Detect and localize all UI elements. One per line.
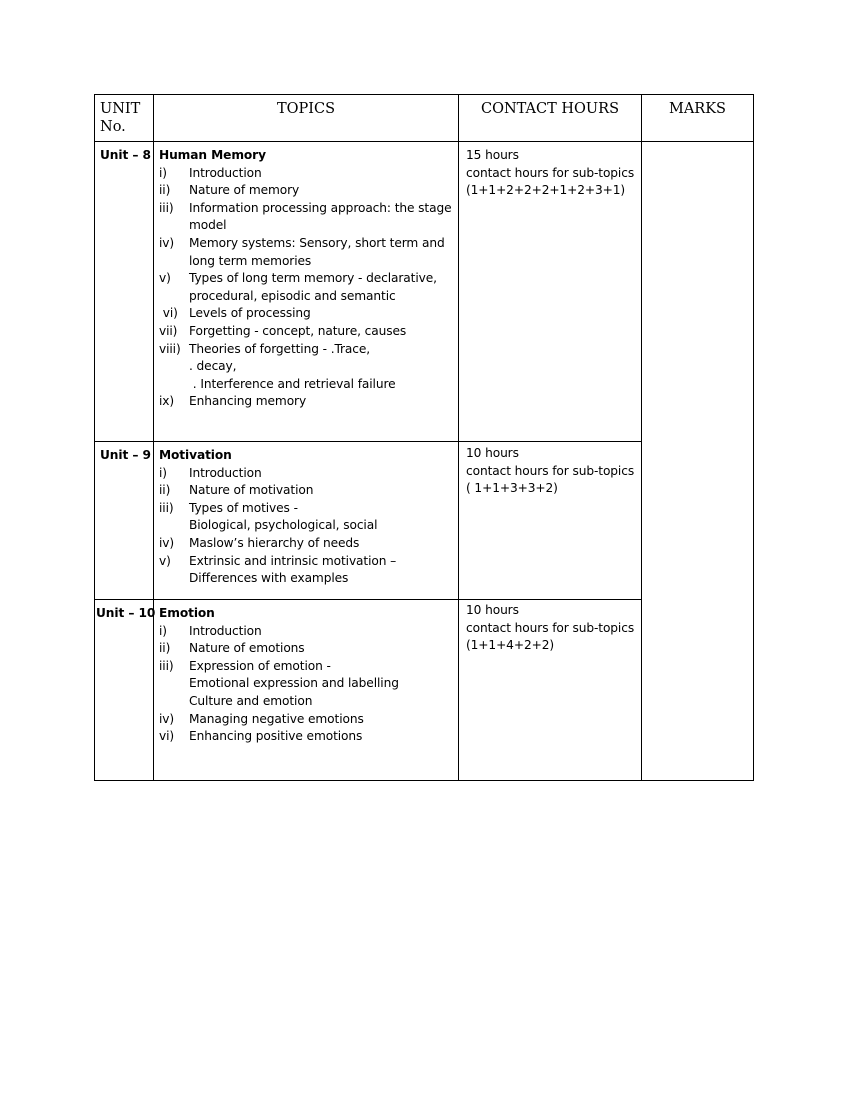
list-number: iv) [159, 535, 175, 550]
list-text: Memory systems: Sensory, short term and [189, 235, 445, 250]
list-item [159, 182, 300, 200]
table-border-left [94, 94, 95, 781]
hours-total: 10 hours [466, 603, 519, 617]
list-item [159, 500, 298, 518]
table-border-top [94, 94, 754, 95]
list-text: Introduction [189, 465, 262, 480]
list-number: i) [159, 623, 167, 638]
hours-breakdown: ( 1+1+3+3+2) [466, 481, 558, 496]
unit-title: Motivation [159, 448, 232, 462]
list-text: Introduction [189, 623, 262, 638]
list-text: Managing negative emotions [189, 711, 364, 726]
list-text: Differences with examples [189, 571, 349, 586]
unit-label: Unit – 10 [96, 606, 156, 620]
list-number: ii) [159, 183, 171, 198]
list-item [159, 517, 378, 535]
hours-note: contact hours for sub-topics [466, 463, 635, 478]
list-item [159, 482, 314, 500]
list-number: ii) [159, 483, 171, 498]
list-number: v) [159, 271, 171, 286]
header-unit-line1: UNIT [100, 101, 141, 117]
hours-total: 10 hours [466, 446, 519, 460]
row-divider-1 [94, 441, 642, 442]
header-contact-hours: CONTACT HOURS [481, 101, 619, 117]
list-number: iv) [159, 235, 175, 250]
hours-cell [466, 602, 634, 655]
unit-label: Unit – 9 [100, 448, 151, 462]
list-item [159, 341, 371, 359]
list-text: Biological, psychological, social [189, 518, 378, 533]
list-text: . decay, [189, 359, 237, 374]
list-text: Nature of memory [189, 183, 300, 198]
list-item [159, 323, 407, 341]
list-item [159, 623, 262, 641]
list-text: long term memories [189, 253, 312, 268]
hours-total: 15 hours [466, 148, 519, 162]
list-item [159, 253, 312, 271]
list-number: viii) [159, 341, 181, 356]
list-text: Types of motives - [189, 500, 298, 515]
list-item [159, 728, 363, 746]
list-number: iii) [159, 500, 174, 515]
list-text: model [189, 218, 227, 233]
list-text: Enhancing positive emotions [189, 729, 363, 744]
list-item [159, 376, 396, 394]
list-text: Nature of emotions [189, 641, 305, 656]
list-number: iii) [159, 658, 174, 673]
list-number: ix) [159, 394, 175, 409]
list-text: Nature of motivation [189, 483, 314, 498]
unit-title: Emotion [159, 606, 215, 620]
table-border-bottom [94, 780, 754, 781]
hours-note: contact hours for sub-topics [466, 165, 635, 180]
list-item [159, 165, 266, 183]
list-item [159, 570, 349, 588]
list-number: vi) [159, 729, 175, 744]
list-text: Expression of emotion - [189, 658, 331, 673]
hours-breakdown: (1+1+2+2+2+1+2+3+1) [466, 183, 626, 198]
topics-cell [159, 147, 452, 411]
row-divider-2 [94, 599, 642, 600]
list-text: Extrinsic and intrinsic motivation – [189, 553, 397, 568]
list-item [159, 658, 331, 676]
hours-breakdown: (1+1+4+2+2) [466, 638, 555, 653]
list-text: Enhancing memory [189, 394, 307, 409]
col-divider-hours [641, 94, 642, 781]
list-text: Emotional expression and labelling [189, 676, 399, 691]
list-item [159, 358, 266, 376]
list-number: iv) [159, 711, 175, 726]
list-item [159, 553, 397, 571]
list-item [159, 217, 266, 235]
list-text: Levels of processing [189, 306, 311, 321]
list-item [159, 693, 313, 711]
list-number: vi) [159, 306, 178, 321]
list-text: . Interference and retrieval failure [189, 376, 396, 391]
list-number: vii) [159, 323, 178, 338]
list-item [159, 288, 396, 306]
hours-note: contact hours for sub-topics [466, 620, 635, 635]
list-text: Theories of forgetting - .Trace, [189, 341, 371, 356]
list-item [159, 535, 360, 553]
list-number: i) [159, 465, 167, 480]
list-item [159, 640, 305, 658]
unit-title: Human Memory [159, 148, 266, 162]
list-item [159, 305, 311, 323]
list-text: Information processing approach: the stage [189, 200, 452, 215]
list-item [159, 393, 307, 411]
hours-cell [466, 445, 634, 498]
list-item [159, 200, 452, 218]
topics-cell [159, 605, 399, 746]
list-text: procedural, episodic and semantic [189, 288, 396, 303]
header-topics: TOPICS [276, 101, 336, 117]
list-number: iii) [159, 200, 174, 215]
list-item [159, 235, 445, 253]
list-text: Culture and emotion [189, 693, 313, 708]
col-divider-topics [458, 94, 459, 781]
header-unit-line2: No. [100, 119, 126, 135]
list-text: Introduction [189, 165, 262, 180]
header-marks: MARKS [668, 101, 726, 117]
list-text: Types of long term memory - declarative, [189, 271, 437, 286]
table-border-right [753, 94, 754, 781]
list-item [159, 465, 262, 483]
list-number: i) [159, 165, 167, 180]
col-divider-unit [153, 94, 154, 781]
list-number: v) [159, 553, 171, 568]
list-item [159, 675, 399, 693]
list-text: Forgetting - concept, nature, causes [189, 323, 407, 338]
list-number: ii) [159, 641, 171, 656]
hours-cell [466, 147, 634, 200]
header-unit [100, 100, 140, 136]
topics-cell [159, 447, 397, 588]
list-item [159, 711, 364, 729]
list-item [159, 270, 437, 288]
unit-label: Unit – 8 [100, 148, 151, 162]
header-divider [94, 141, 754, 142]
list-text: Maslow’s hierarchy of needs [189, 535, 360, 550]
